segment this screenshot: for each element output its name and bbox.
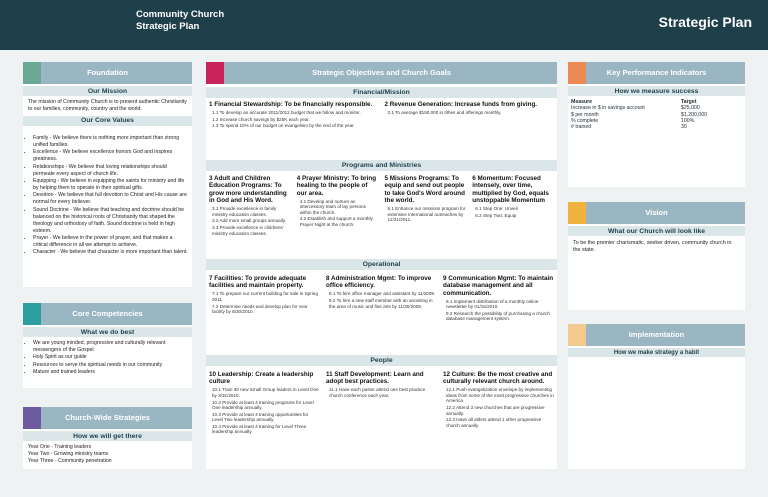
objective-cell: [294, 173, 382, 257]
objective-goal: 12.3 Have all elders attend 1 other progressive church annually.: [446, 417, 542, 428]
objective-goal: 1.2 Increase church savings by $25K each year.: [212, 116, 310, 122]
implementation-color-chip: [568, 324, 586, 346]
objective-cell: [440, 369, 557, 467]
kpi-table: [568, 99, 745, 130]
vision-text: To be the premier charismatic, seeker driven, community church in the state.: [573, 240, 732, 253]
objective-goal: 3.3 Provide excellence in childrens' ministry education classes.: [212, 225, 284, 236]
objective-goal: 5.1 Enhance our missions program for extensive international outreaches by 12/31/2011.: [387, 206, 466, 223]
objective-goal: 10.3 Provide at least 4 training opportunities for Level Two leadership annually.: [212, 411, 309, 423]
kpi-measure: Increase in $ in savings account: [571, 105, 645, 112]
objective-goal: 12.1 Push evangelization envelope by implementing ideas from some of the most progressive churches in America.: [446, 387, 554, 404]
objective-title: 11 Staff Development: Learn and adopt best practices.: [326, 371, 424, 386]
strategies-title: Church-Wide Strategies: [65, 413, 150, 422]
value-item: • Devotion - We believe that full devotion to Christ and His cause are normal for every believer.: [33, 192, 188, 206]
kpi-target: $1,200,000: [681, 111, 707, 118]
kpi-title: Key Performance Indicators: [606, 68, 707, 77]
vision-panel: [568, 202, 745, 310]
implementation-header: [568, 324, 745, 346]
kpi-measure: % complete: [571, 117, 599, 124]
core-subheader: What we do best: [23, 327, 192, 337]
programs-row: [206, 173, 557, 257]
core-header: [23, 303, 192, 325]
people-section-label: People: [206, 355, 557, 366]
value-item: • Family - We believe there is nothing more important than strong unified families.: [33, 135, 188, 149]
objective-goal: 7.2 Determine needs and develop plan for new facility by 8/30/2010.: [212, 303, 308, 314]
value-item: • Equipping - We believe in equipping the saints for ministry and life by helping them to operate in their spiritual gifts.: [33, 178, 188, 192]
strategies-color-chip: [23, 407, 41, 429]
kpi-measure: # trained: [571, 124, 592, 131]
objective-goal: 7.1 To prepare our current building for sale in Spring 2011.: [212, 291, 318, 302]
objective-goal: 2.1 To average $150,000 in tithes and offerings monthly.: [387, 109, 502, 115]
objectives-title: Strategic Objectives and Church Goals: [312, 68, 451, 77]
objective-cell: [323, 273, 440, 348]
mission-text: The mission of Community Church is to present authentic Christianity to our families, community, country and the world.: [28, 99, 187, 112]
objective-goal: 10.2 Provide at least 4 training programs for Level One leadership annually.: [212, 399, 314, 410]
objective-title: 4 Prayer Ministry: To bring healing to the people of our area.: [296, 175, 377, 197]
value-item: • Excellence - We believe excellence honors God and inspires greatness.: [33, 149, 188, 163]
vision-title: Vision: [645, 208, 668, 217]
programs-section-label: Programs and Ministries: [206, 160, 557, 171]
kpi-header: [568, 62, 745, 84]
value-item: • Character - We believe that character is more important than talent.: [33, 249, 188, 256]
vision-subheader: What our Church will look like: [568, 226, 745, 236]
page-title: Strategic Plan: [658, 14, 752, 30]
strategies-panel: [23, 407, 192, 469]
objective-goal: 9.1 Implement distribution of a monthly online newsletter by 01/15/2010.: [446, 298, 539, 310]
objective-title: 2 Revenue Generation: Increase funds from giving.: [384, 101, 538, 108]
strategy-item: Year One - Training leaders: [28, 444, 92, 450]
objective-goal: 1.3 To spend 10% of our budget on evangelism by the end of the year.: [212, 123, 355, 129]
objective-goal: 3.2 Add more small groups annually.: [212, 218, 286, 224]
strategies-list: [23, 441, 192, 468]
foundation-title: Foundation: [87, 68, 128, 77]
target-column-header: Target: [681, 99, 697, 105]
mission-subheader: Our Mission: [23, 86, 192, 96]
objective-title: 10 Leadership: Create a leadership culture: [209, 371, 314, 386]
objective-title: 8 Administration Mgmt: To improve office efficiency.: [326, 275, 432, 290]
vision-header: [568, 202, 745, 224]
value-item: • Prayer - We believe in the power of prayer, and that makes a critical difference in all we attempt to achieve.: [33, 235, 188, 249]
kpi-target: 30: [681, 124, 687, 131]
kpi-target: 100%: [681, 117, 695, 124]
objective-title: 6 Momentum: Focused intensely, over time, multiplied by God, equals unstoppable Momentum: [472, 175, 549, 205]
objective-goal: 10.1 Train 30 new Small Group leaders in Level One by 3/31/2010.: [212, 387, 319, 398]
operational-row: [206, 273, 557, 348]
objective-goal: 6.2 Step Two: Equip: [475, 212, 517, 218]
objective-cell: [382, 173, 470, 257]
objectives-header: [206, 62, 557, 84]
objective-goal: 4.1 Develop and nurture an intercessory team of lay persons within the church.: [299, 198, 366, 215]
objective-title: 7 Facilities: To provide adequate facilities and maintain property.: [209, 275, 307, 290]
implementation-panel: [568, 324, 745, 469]
strategies-subheader: How we will get there: [23, 431, 192, 441]
objective-cell: [469, 173, 557, 257]
foundation-panel: [23, 62, 192, 287]
competency-item: • Mature and trained leaders: [33, 369, 188, 376]
core-values-list: [23, 135, 192, 257]
objective-cell: [206, 99, 382, 159]
vision-color-chip: [568, 202, 586, 224]
objective-goal: 6.1 Step One: Unveil: [475, 206, 518, 212]
objective-goal: 3.1 Provide excellence in family ministry education classes.: [212, 206, 277, 217]
objective-goal: 11.1 Have each pastor attend one best practice church conference each year.: [329, 387, 426, 398]
financial-section-label: Financial/Mission: [206, 87, 557, 98]
objective-cell: [382, 99, 558, 159]
objective-goal: 8.2 To hire a new staff member with an anointing in the area of music and fine arts by 11/30/2009.: [329, 298, 433, 309]
competency-item: • Holy Spirit as our guide: [33, 354, 188, 361]
values-subheader: Our Core Values: [23, 116, 192, 126]
strategy-item: Year Two - Growing ministry teams: [28, 450, 109, 457]
kpi-color-chip: [568, 62, 586, 84]
kpi-target: $25,000: [681, 105, 700, 112]
objective-title: 3 Adult and Children Education Programs: To grow more understanding in God and His Word.: [209, 175, 287, 205]
strategy-item: Year Three - Community penetration: [28, 457, 112, 464]
implementation-subheader: How we make strategy a habit: [568, 348, 745, 357]
org-line-2: Strategic Plan: [136, 21, 200, 32]
competency-item: • We are young minded, progressive and culturally relevant messengers of the Gospel: [33, 340, 188, 354]
objective-goal: 9.2 Research the possibility of purchasing a church database management system.: [446, 310, 550, 322]
value-item: • Relationships - We believe that loving relationships should permeate every aspect of church life.: [33, 164, 188, 178]
objective-goal: 1.1 To develop an accurate 2011/2012 budget that we follow and monitor.: [212, 109, 361, 115]
foundation-header: [23, 62, 192, 84]
measure-column-header: Measure: [571, 99, 593, 105]
org-line-1: Community Church: [136, 9, 225, 20]
objective-title: 5 Missions Programs: To equip and send out people to take God's Word around the world.: [384, 175, 465, 205]
kpi-measure: $ per month: [571, 111, 599, 118]
objective-cell: [206, 369, 323, 467]
value-item: • Sound Doctrine - We believe that teaching and doctrine should be balanced on the historical roots of Christianity that shaped the theology and orthodoxy of faith. Sound doctrine is held in high esteem.: [33, 207, 188, 235]
implementation-title: Implementation: [628, 330, 685, 339]
operational-section-label: Operational: [206, 259, 557, 270]
core-color-chip: [23, 303, 41, 325]
objective-goal: 4.2 Establish and support a monthly Prayer Night at the church.: [299, 216, 373, 227]
objective-cell: [323, 369, 440, 467]
header-bar: [0, 0, 768, 50]
objective-goal: 12.2 Attend 3 new churches that are progressive annually.: [446, 405, 545, 416]
kpi-row: [568, 124, 745, 130]
objective-goal: 8.1 To hire office manager and assistant by 11/2009.: [329, 291, 436, 297]
kpi-subheader: How we measure success: [568, 86, 745, 96]
objective-goal: 10.4 Provide at least 4 training for Level Three leadership annually.: [212, 423, 307, 435]
core-title: Core Competencies: [72, 309, 143, 318]
organization-name: [136, 9, 224, 33]
financial-row: [206, 99, 557, 159]
foundation-color-chip: [23, 62, 41, 84]
objective-title: 12 Culture: Be the most creative and culturally relevant church around.: [443, 371, 553, 386]
objective-cell: [440, 273, 557, 348]
objective-title: 9 Communication Mgmt: To maintain database management and all communication.: [443, 275, 554, 297]
people-row: [206, 369, 557, 467]
core-competencies-panel: [23, 303, 192, 388]
strategies-header: [23, 407, 192, 429]
competency-item: • Resources to serve the spiritual needs in our community: [33, 362, 188, 369]
objectives-panel: [206, 62, 557, 469]
competency-list: [23, 340, 192, 376]
objective-cell: [206, 273, 323, 348]
objective-title: 1 Financial Stewardship: To be financially responsible.: [209, 101, 373, 108]
objective-cell: [206, 173, 294, 257]
kpi-panel: [568, 62, 745, 187]
objectives-color-chip: [206, 62, 224, 84]
